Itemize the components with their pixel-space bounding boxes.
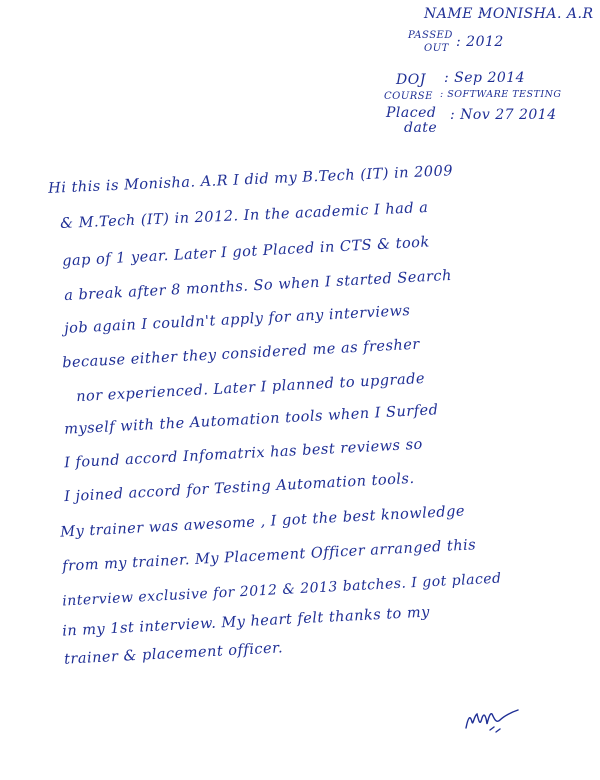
body-line: job again I couldn't apply for any interviews [63,302,411,338]
body-line: nor experienced. Later I planned to upgrade [75,370,426,406]
course-value: : SOFTWARE TESTING [440,89,562,100]
body-line: I joined accord for Testing Automation tools. [63,470,415,506]
body-line: interview exclusive for 2012 & 2013 batches. I got placed [61,570,502,610]
body-line: & M.Tech (IT) in 2012. In the academic I had a [59,199,429,233]
body-line: gap of 1 year. Later I got Placed in CTS & took [61,234,431,270]
passed-label: PASSED [408,30,453,41]
body-line: from my trainer. My Placement Officer arranged this [61,537,477,575]
doj-label: DOJ [396,72,426,88]
body-line: Hi this is Monisha. A.R I did my B.Tech (IT) in 2009 [47,163,454,197]
placed-label: Placed [386,105,437,121]
body-line: myself with the Automation tools when I Surfed [63,402,439,438]
name-value: MONISHA. A.R [478,6,594,22]
out-label: OUT [424,43,449,54]
body-line: I found accord Infomatrix has best reviews so [63,436,424,472]
doj-value: : Sep 2014 [444,70,526,86]
name-label: NAME : [424,6,484,22]
body-line: because either they considered me as fresher [61,336,421,372]
course-label: COURSE [384,91,433,102]
body-line: in my 1st interview. My heart felt thanks to my [61,604,431,640]
passed-value: : 2012 [456,34,504,50]
date-label: date [404,120,438,136]
body-line: My trainer was awesome , I got the best knowledge [59,503,466,541]
body-line: a break after 8 months. So when I started Search [63,267,453,305]
signature-icon [460,700,530,740]
placed-value: : Nov 27 2014 [450,107,557,123]
body-line: trainer & placement officer. [63,640,284,668]
